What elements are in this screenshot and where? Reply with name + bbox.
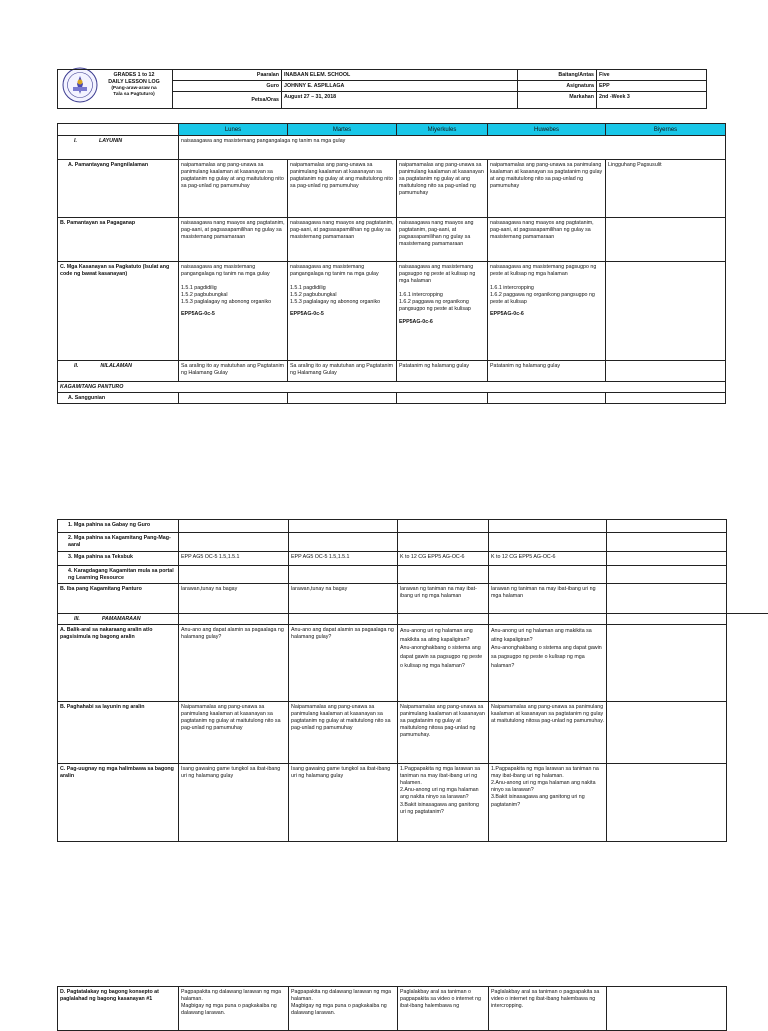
c-miyerkules-text: naisasagawa ang masistemang pagsugpo ng peste at kulisap ng mga halaman 1.6.1 intercropping 1.6.2 paggawa ng organikong pangsugpo ng peste at kulisap: [399, 264, 485, 314]
baitang-label: Baitang/Antas: [518, 70, 597, 81]
lesson-table-top: [57, 123, 726, 404]
r3-huwebes: K to 12 CG EPP5 AG-OC-6: [489, 552, 607, 566]
pd-huwebes: Paglalakbay aral sa taniman o pagpapakita sa video o internet ng ibat-ibang halembawa ng intercropping.: [489, 987, 607, 1031]
r1-overflow: [727, 520, 768, 533]
c-lunes: [179, 262, 288, 361]
pa-huwebes: Anu-anong uri ng halaman ang makikita sa ating kapaligiran? Anu-anonghakbang o sistema ang dapat gawin sa pagsugpo ng peste o kulisap ng mga halaman?: [489, 625, 607, 702]
r1-miyerkules: [398, 520, 489, 533]
teksbuk-label: 3. Mga pahina sa Teksbuk: [58, 552, 179, 566]
pam-overflow: [727, 614, 768, 625]
layunin-title: LAYUNIN: [99, 138, 122, 144]
pd-martes: Pagpapakita ng dalawang larawan ng mga halaman. Magbigay ng mga puna o pagkakaiba ng dalawang larawan.: [289, 987, 398, 1031]
nil-huwebes: Patatanim ng halamang gulay: [488, 361, 606, 382]
day-header-martes: Martes: [288, 124, 397, 136]
asignatura-label: Asignatura: [518, 81, 597, 92]
r4-huwebes: [489, 566, 607, 584]
balik-aral-label: A. Balik-aral sa nakaraang aralin at/o pagsisimula ng bagong aralin: [58, 625, 179, 702]
rb-martes: larawan,tunay na bagay: [289, 584, 398, 614]
pc-martes: Isang gawaing game tungkol sa ibat-ibang uri ng halamang gulay: [289, 764, 398, 842]
karagdagang-kagamitan-label: 4. Karagdagang Kagamitan mula sa portal ng Learning Resource: [58, 566, 179, 584]
r4-overflow: [727, 566, 768, 584]
pagtatalakay-label: D. Pagtatalakay ng bagong konsepto at paglalahad ng bagong kasanayan #1: [58, 987, 179, 1031]
pamamaraan-number: III.: [60, 616, 102, 622]
layunin-number: I.: [60, 138, 99, 144]
pam-biyernes: [607, 614, 727, 625]
sang-lunes: [179, 393, 288, 404]
nil-lunes: Sa araling ito ay matutuhan ang Pagtatanim ng Halamang Gulay: [179, 361, 288, 382]
dll-sub1: (Pang-araw-araw na: [98, 86, 170, 92]
a-biyernes: Lingguhang Pagsusulit: [606, 160, 726, 218]
c-lunes-code: EPP5AG-0c-5: [181, 311, 285, 318]
layunin-text: naisasagawa ang masistemang pangangalaga ng tanim na mga gulay: [179, 136, 726, 160]
pamamaraan-label: [58, 614, 179, 625]
pam-miyerkules: [398, 614, 489, 625]
pb-overflow: [727, 702, 768, 764]
a-martes: naipamamalas ang pang-unawa sa panimulang kaalaman at kasanayan sa pagtatanim ng gulay at ang maitutulong nito sa pag-unlad ng pamumuhay: [288, 160, 397, 218]
sang-huwebes: [488, 393, 606, 404]
pam-huwebes: [489, 614, 607, 625]
rb-lunes: larawan,tunay na bagay: [179, 584, 289, 614]
pag-uugnay-label: C. Pag-uugnay ng mga halimbawa sa bagong aralin: [58, 764, 179, 842]
asignatura-value: EPP: [597, 81, 707, 92]
paghahabi-label: B. Paghahabi sa layunin ng aralin: [58, 702, 179, 764]
c-martes-code: EPP5AG-0c-5: [290, 311, 394, 318]
b-huwebes: naisasagawa nang maayos ang pagtatanim, pag-aani, at pagsasapamilihan ng gulay sa masistemang pamamaraan: [488, 218, 606, 262]
lesson-table-middle: [57, 519, 768, 842]
r2-lunes: [179, 533, 289, 552]
a-huwebes: naipamamalas ang pang-unawa sa panimulang kaalaman at kasanayan sa pagtatanim ng gulay at ang maitutulong nito sa pag-unlad ng pamumuhay: [488, 160, 606, 218]
day-header-biyernes: Biyernes: [606, 124, 726, 136]
a-miyerkules: naipamamalas ang pang-unawa sa panimulang kaalaman at kasanayan sa pagtatanim ng gulay at ang maitutulong nito sa pag-unlad ng pamumuhay: [397, 160, 488, 218]
rb-huwebes: larawan ng taniman na may ibat-ibang uri ng mga halaman: [489, 584, 607, 614]
pa-biyernes: [607, 625, 727, 702]
paaralan-label: Paaralan: [173, 70, 282, 81]
c-miyerkules-code: EPP5AG-0c-6: [399, 319, 485, 326]
a-lunes: naipamamalas ang pang-unawa sa panimulang kaalaman at kasanayan sa pagtatanim ng gulay at ang maitutulong nito sa pag-unlad ng pamumuhay: [179, 160, 288, 218]
nil-biyernes: [606, 361, 726, 382]
day-header-blank: [58, 124, 179, 136]
pb-biyernes: [607, 702, 727, 764]
nilalaman-number: II.: [60, 363, 100, 369]
pb-miyerkules: Naipamamalas ang pang-unawa sa panimulang kaalaman at kasanayan sa pagtatanim ng gulay at maitutulong nitosa pag-unlad ng pamumuhay.: [398, 702, 489, 764]
c-martes-text: naisasagawa ang masistemang pangangalaga ng tanim na mga gulay 1.5.1 pagdidilig 1.5.2 pagbubungkal 1.5.3 paglalagay ng abonong organiko: [290, 264, 394, 307]
pamantayang-pangnilalaman-label: A. Pamantayang Pangnilalaman: [58, 160, 179, 218]
r1-biyernes: [607, 520, 727, 533]
rb-miyerkules: larawan ng taniman na may ibat-ibang uri ng mga halaman: [398, 584, 489, 614]
iba-pang-kagamitan-label: B. Iba pang Kagamitang Panturo: [58, 584, 179, 614]
nilalaman-label: [58, 361, 179, 382]
pa-overflow: [727, 625, 768, 702]
pb-martes: Naipamamalas ang pang-unawa sa panimulang kaalaman at kasanayan sa pagtatanim ng gulay at maitutulong nito sa pag-unlad ng pamumuhay: [289, 702, 398, 764]
r2-huwebes: [489, 533, 607, 552]
lesson-table-bottom: [57, 986, 768, 1031]
sang-martes: [288, 393, 397, 404]
r4-lunes: [179, 566, 289, 584]
markahan-value: 2nd -Week 3: [597, 92, 707, 109]
dll-label: DAILY LESSON LOG: [98, 79, 170, 86]
kasanayan-label: C. Mga Kasanayan sa Pagkatuto (Isulat ang code ng bawat kasanayan): [58, 262, 179, 361]
r3-biyernes: [607, 552, 727, 566]
pam-lunes: [179, 614, 289, 625]
r1-huwebes: [489, 520, 607, 533]
r2-overflow: [727, 533, 768, 552]
c-huwebes-text: naisasagawa ang masistemang pagsugpo ng peste at kulisap ng mga halaman 1.6.1 intercropping 1.6.2 paggawa ng organikong pangsugpo ng peste at kulisap: [490, 264, 603, 307]
pd-lunes: Pagpapakita ng dalawang larawan ng mga halaman. Magbigay ng mga puna o pagkakaiba ng dalawang larawan.: [179, 987, 289, 1031]
pd-miyerkules: Paglalakbay aral sa taniman o pagpapakita sa video o internet ng ibat-ibang halembawa ng: [398, 987, 489, 1031]
c-miyerkules: [397, 262, 488, 361]
pc-miyerkules: 1.Pagpapakita ng mga larawan sa taniman na may ibat-ibang uri ng halamen. 2.Anu-anong uri ng mga halaman ang nakita ninyo sa larawan? 3.Bakit isinasagawa ang ganitong uri ng pagtatanim?: [398, 764, 489, 842]
kagamitang-panturo-label: KAGAMITANG PANTURO: [58, 382, 726, 393]
petsa-value: August 27 – 31, 2018: [282, 92, 518, 109]
pamantayan-pagaganap-label: B. Pamantayan sa Pagaganap: [58, 218, 179, 262]
sanggunian-label: A. Sanggunian: [58, 393, 179, 404]
r3-martes: EPP AG5 OC-5 1.5,1.5.1: [289, 552, 398, 566]
r3-lunes: EPP AG5 OC-5 1.5,1.5.1: [179, 552, 289, 566]
nil-miyerkules: Patatanim ng halamang gulay: [397, 361, 488, 382]
r1-lunes: [179, 520, 289, 533]
r2-biyernes: [607, 533, 727, 552]
pc-huwebes: 1.Pagpapakita ng mga larawan sa taniman na may ibat-ibang uri ng halaman. 2.Anu-anong uri ng mga halaman ang nakita ninyo sa larawan? 3.Bakit isinasagawa ang ganitong uri ng pagtatanim?: [489, 764, 607, 842]
rb-biyernes: [607, 584, 727, 614]
day-header-lunes: Lunes: [179, 124, 288, 136]
sang-biyernes: [606, 393, 726, 404]
baitang-value: Five: [597, 70, 707, 81]
r3-overflow: [727, 552, 768, 566]
b-biyernes: [606, 218, 726, 262]
pa-martes: Anu-ano ang dapat alamin sa pagaalaga ng halamang gulay?: [289, 625, 398, 702]
nil-martes: Sa araling ito ay matutuhan ang Pagtatanim ng Halamang Gulay: [288, 361, 397, 382]
c-lunes-text: naisasagawa ang masistemang pangangalaga ng tanim na mga gulay 1.5.1 pagdidilig 1.5.2 pagbubungkal 1.5.3 paglalagay ng abonong organiko: [181, 264, 285, 307]
r3-miyerkules: K to 12 CG EPP5 AG-OC-6: [398, 552, 489, 566]
day-header-miyerkules: Miyerkules: [397, 124, 488, 136]
pb-huwebes: Naipamamalas ang pang-unawa sa panimulang kaalaman at kasanayan sa pagtatanim ng gulay at maitutulong nitosa pag-unlad ng pamumuhay.: [489, 702, 607, 764]
header-table: [57, 69, 707, 109]
gabay-guro-label: 1. Mga pahina sa Gabay ng Guro: [58, 520, 179, 533]
b-lunes: naisasagawa nang maayos ang pagtatanim, pag-aani, at pagsasapamilihan ng gulay sa masistemang pamamaraan: [179, 218, 288, 262]
grades-label: GRADES 1 to 12: [98, 72, 170, 79]
layunin-label: [58, 136, 179, 160]
pc-overflow: [727, 764, 768, 842]
dll-title-cell: [58, 70, 173, 109]
rb-overflow: [727, 584, 768, 614]
day-header-huwebes: Huwebes: [488, 124, 606, 136]
kagamitang-mag-aaral-label: 2. Mga pahina sa Kagamitang Pang-Mag-aaral: [58, 533, 179, 552]
nilalaman-title: NILALAMAN: [100, 363, 131, 369]
r4-biyernes: [607, 566, 727, 584]
markahan-label: Markahan: [518, 92, 597, 109]
c-huwebes-code: EPP5AG-0c-6: [490, 311, 603, 318]
r4-martes: [289, 566, 398, 584]
pamamaraan-title: PAMAMARAAN: [102, 616, 141, 622]
guro-value: JOHNNY E. ASPILLAGA: [282, 81, 518, 92]
paaralan-value: INABAAN ELEM. SCHOOL: [282, 70, 518, 81]
r2-martes: [289, 533, 398, 552]
pb-lunes: Naipamamalas ang pang-unawa sa panimulang kaalaman at kasanayan sa pagtatanim ng gulay at maitutulong nito sa pag-unlad ng pamumuhay: [179, 702, 289, 764]
r2-miyerkules: [398, 533, 489, 552]
petsa-label: Petsa/Oras: [173, 92, 282, 109]
pam-martes: [289, 614, 398, 625]
pc-lunes: Isang gawaing game tungkol sa ibat-ibang uri ng halamang gulay: [179, 764, 289, 842]
pa-lunes: Anu-ano ang dapat alamin sa pagaalaga ng halamang gulay?: [179, 625, 289, 702]
sang-miyerkules: [397, 393, 488, 404]
pc-biyernes: [607, 764, 727, 842]
c-martes: [288, 262, 397, 361]
c-biyernes: [606, 262, 726, 361]
dll-sub2: Tala sa Pagtuturo): [98, 92, 170, 98]
guro-label: Guro: [173, 81, 282, 92]
b-martes: naisasagawa nang maayos ang pagtatanim, pag-aani, at pagsasapamilihan ng gulay sa masistemang pamamaraan: [288, 218, 397, 262]
r4-miyerkules: [398, 566, 489, 584]
r1-martes: [289, 520, 398, 533]
c-huwebes: [488, 262, 606, 361]
pa-miyerkules: Anu-anong uri ng halaman ang makikita sa ating kapaligiran? Anu-anonghakbang o sistema ang dapat gawin sa pagsugpo ng peste o kulisap ng mga halaman?: [398, 625, 489, 702]
b-miyerkules: naisasagawa nang maayos ang pagtatanim, pag-aani, at pagsasapamilihan ng gulay sa masistemang pamamaraan: [397, 218, 488, 262]
